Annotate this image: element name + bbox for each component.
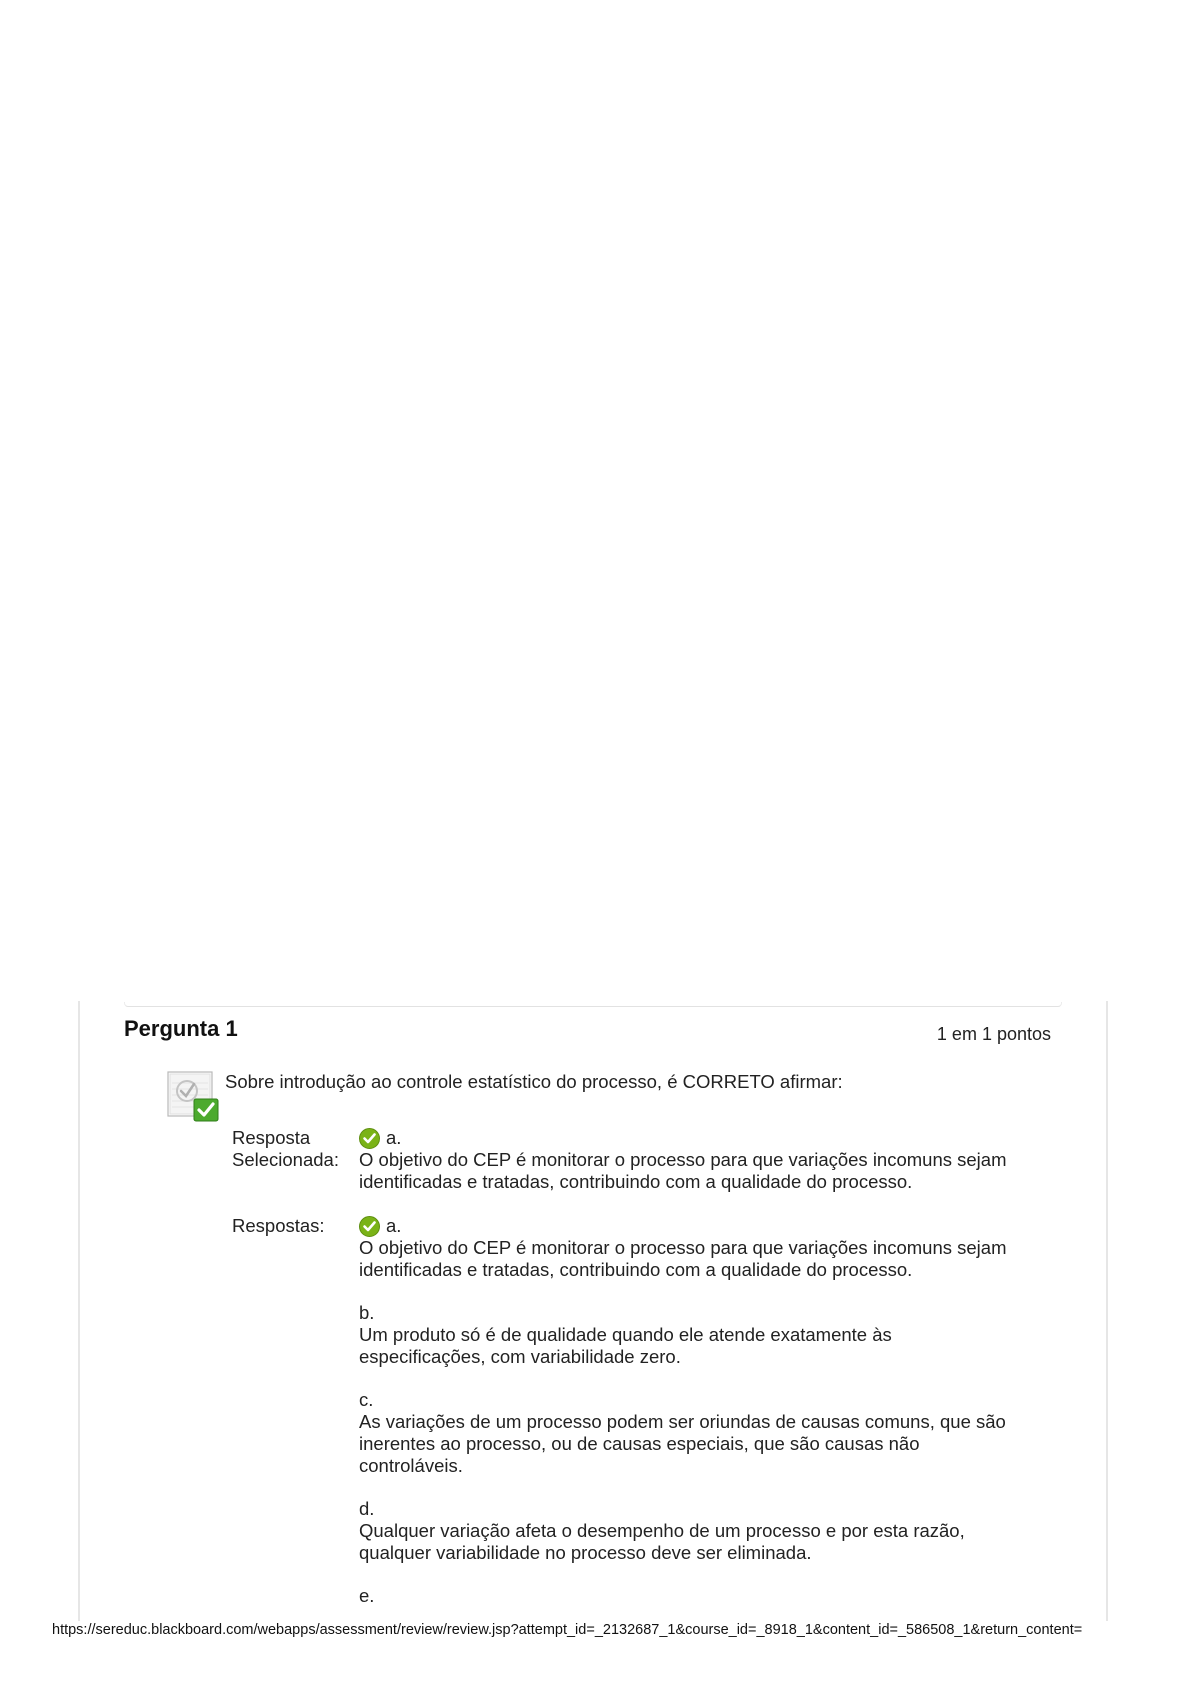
question-title: Pergunta 1	[124, 1016, 238, 1041]
question-points: 1 em 1 pontos	[936, 1024, 1051, 1044]
answer-option-a	[359, 1215, 1059, 1281]
correct-answer-check-icon	[359, 1128, 380, 1149]
answer-option-e	[359, 1585, 1059, 1607]
selected-answer-text-line2: identificadas e tratadas, contribuindo com a qualidade do processo.	[359, 1171, 913, 1192]
selected-label-line2: Selecionada:	[232, 1149, 339, 1170]
selected-label-line1: Resposta	[232, 1127, 311, 1148]
option-text-line: especificações, com variabilidade zero.	[359, 1346, 681, 1367]
option-text-line: Qualquer variação afeta o desempenho de um processo e por esta razão,	[359, 1520, 965, 1541]
option-letter: a.	[386, 1215, 402, 1236]
option-text-line: controláveis.	[359, 1455, 463, 1476]
selected-answer-text-line1: O objetivo do CEP é monitorar o processo para que variações incomuns sejam	[359, 1149, 1007, 1170]
selected-answer	[359, 1127, 1059, 1193]
option-text-line: Um produto só é de qualidade quando ele atende exatamente às	[359, 1324, 892, 1345]
answer-option-c	[359, 1389, 1059, 1477]
option-letter: d.	[359, 1498, 375, 1519]
selected-answer-letter: a.	[386, 1127, 402, 1148]
correct-check-icon	[166, 1069, 220, 1123]
answer-option-b	[359, 1302, 1059, 1368]
question-text: Sobre introdução ao controle estatístico do processo, é CORRETO afirmar:	[225, 1071, 843, 1092]
option-text-line: O objetivo do CEP é monitorar o processo para que variações incomuns sejam	[359, 1237, 1007, 1258]
footer-url: https://sereduc.blackboard.com/webapps/assessment/review/review.jsp?attempt_id=_2132687_1&course_id=_8918_1&content_id=_586508_1&return_content=	[52, 1622, 1083, 1638]
selected-answer-label	[232, 1127, 339, 1171]
answers-label: Respostas:	[232, 1215, 325, 1236]
correct-answer-check-icon	[359, 1216, 380, 1237]
option-letter: b.	[359, 1302, 375, 1323]
option-letter: c.	[359, 1389, 374, 1410]
answer-option-d	[359, 1498, 1059, 1564]
option-text-line: As variações de um processo podem ser oriundas de causas comuns, que são	[359, 1411, 1006, 1432]
previous-panel-bottom	[124, 1002, 1062, 1007]
option-text-line: identificadas e tratadas, contribuindo com a qualidade do processo.	[359, 1259, 913, 1280]
option-letter: e.	[359, 1585, 375, 1606]
option-text-line: qualquer variabilidade no processo deve ser eliminada.	[359, 1542, 812, 1563]
option-text-line: inerentes ao processo, ou de causas especiais, que são causas não	[359, 1433, 920, 1454]
